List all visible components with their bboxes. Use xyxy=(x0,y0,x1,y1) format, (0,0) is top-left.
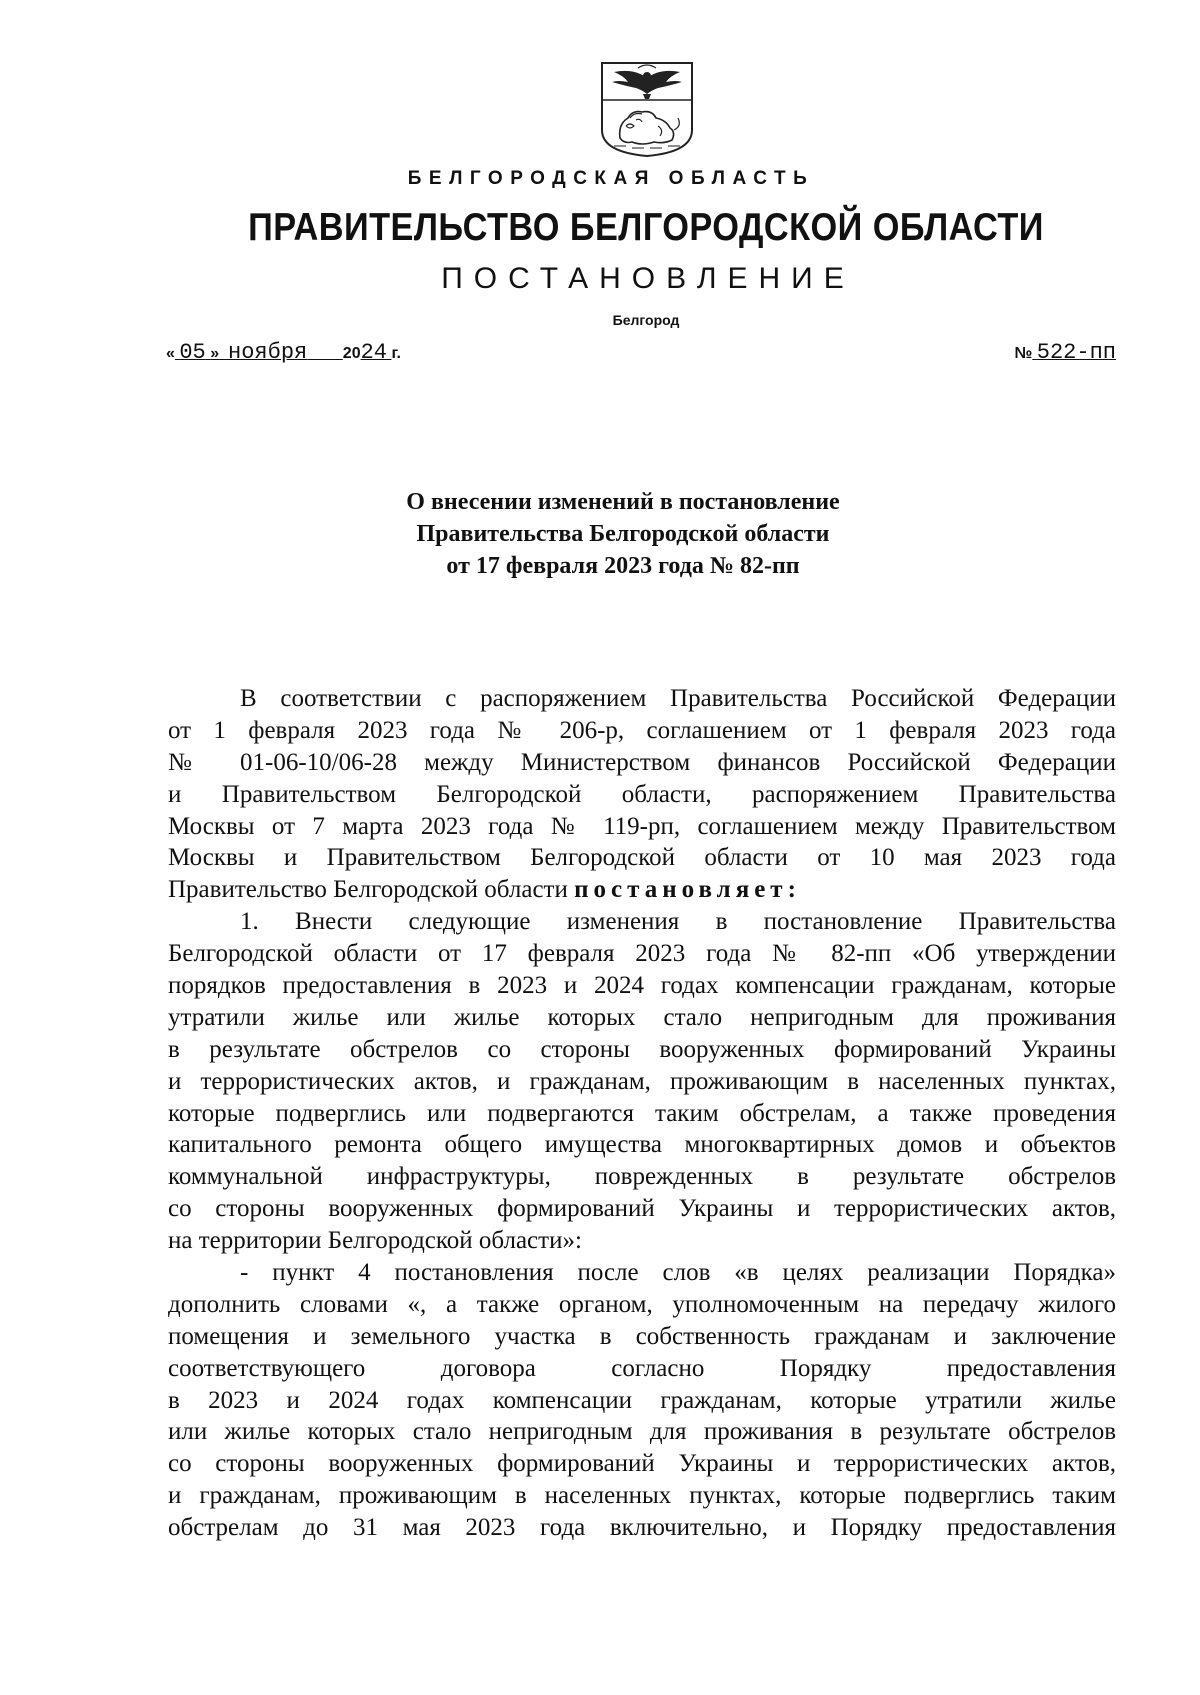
body-line: со стороны вооруженных формирований Украины и террористических актов, xyxy=(168,1450,1116,1478)
body-line: на территории Белгородской области»: xyxy=(168,1227,582,1255)
body-line: от 1 февраля 2023 года № 206-р, соглашением от 1 февраля 2023 года xyxy=(168,716,1116,744)
body-line: дополнить словами «, а также органом, уполномоченным на передачу жилого xyxy=(168,1290,1116,1318)
body-line: Москвы и Правительством Белгородской области от 10 мая 2023 года xyxy=(168,844,1116,872)
body-line: Белгородской области от 17 февраля 2023 года № 82-пп «Об утверждении xyxy=(168,940,1116,968)
document-type: ПОСТАНОВЛЕНИЕ xyxy=(441,262,855,295)
body-line: и террористических актов, и гражданам, проживающим в населенных пунктах, xyxy=(168,1067,1116,1095)
date-open-quote: « xyxy=(166,345,175,362)
body-line: Москвы от 7 марта 2023 года № 119-рп, соглашением между Правительством xyxy=(168,812,1116,840)
body-line: обстрелам до 31 мая 2023 года включительно, и Порядку предоставления xyxy=(168,1514,1116,1542)
body-line: и Правительством Белгородской области, распоряжением Правительства xyxy=(168,780,1116,808)
date-close-quote: » xyxy=(210,345,220,362)
date-month: ноября xyxy=(228,340,308,365)
title-line-2: Правительства Белгородской области xyxy=(416,521,830,547)
body-line: помещения и земельного участка в собственность гражданам и заключение xyxy=(168,1322,1116,1350)
date-year-field xyxy=(360,340,392,365)
body-line-resolves xyxy=(168,874,1116,906)
number-field xyxy=(1032,340,1116,365)
body-line: В соответствии с распоряжением Правительства Российской Федерации xyxy=(240,685,1116,712)
body-line: коммунальной инфраструктуры, поврежденных в результате обстрелов xyxy=(168,1163,1116,1191)
date-month-field xyxy=(219,340,343,365)
date-day: 05 xyxy=(179,340,206,365)
body-line: со стороны вооруженных формирований Украины и террористических актов, xyxy=(168,1195,1116,1223)
resolves-keyword: постановляет: xyxy=(574,876,801,904)
city-name: Белгород xyxy=(612,312,680,328)
region-name: БЕЛГОРОДСКАЯ ОБЛАСТЬ xyxy=(407,168,815,189)
date-day-field xyxy=(175,340,210,365)
coat-of-arms-emblem xyxy=(596,60,698,158)
government-name: ПРАВИТЕЛЬСТВО БЕЛГОРОДСКОЙ ОБЛАСТИ xyxy=(248,206,1044,249)
document-body xyxy=(168,683,1116,1544)
date-year-prefix: 20 xyxy=(342,345,361,362)
body-line: утратили жилье или жилье которых стало непригодным для проживания xyxy=(168,1003,1116,1031)
body-line: капитального ремонта общего имущества многоквартирных домов и объектов xyxy=(168,1131,1116,1159)
document-date xyxy=(166,340,401,365)
date-year-mark: г. xyxy=(391,345,401,362)
body-line: которые подверглись или подвергаются таким обстрелам, а также проведения xyxy=(168,1099,1116,1127)
title-line-1: О внесении изменений в постановление xyxy=(406,489,840,515)
body-line: соответствующего договора согласно Порядку предоставления xyxy=(168,1354,1116,1382)
resolving-authority: Правительство Белгородской области xyxy=(168,876,568,904)
title-line-3: от 17 февраля 2023 года № 82-пп xyxy=(446,553,800,579)
number-value: 522-пп xyxy=(1036,340,1116,365)
dateline xyxy=(166,340,1116,370)
body-line: в результате обстрелов со стороны вооруженных формирований Украины xyxy=(168,1035,1116,1063)
number-label: № xyxy=(1014,345,1033,362)
body-line: - пункт 4 постановления после слов «в целях реализации Порядка» xyxy=(240,1259,1116,1287)
body-line: 1. Внести следующие изменения в постановление Правительства xyxy=(240,908,1116,936)
body-line: порядков предоставления в 2023 и 2024 годах компенсации гражданам, которые xyxy=(168,972,1116,1000)
date-year-suffix: 24 xyxy=(360,340,387,365)
document-number xyxy=(1014,340,1116,365)
body-line: и гражданам, проживающим в населенных пунктах, которые подверглись таким xyxy=(168,1482,1116,1510)
body-line: в 2023 и 2024 годах компенсации гражданам, которые утратили жилье xyxy=(168,1386,1116,1414)
document-title xyxy=(0,486,1200,582)
body-line: № 01-06-10/06-28 между Министерством финансов Российской Федерации xyxy=(168,748,1116,776)
body-line: или жилье которых стало непригодным для проживания в результате обстрелов xyxy=(168,1418,1116,1446)
